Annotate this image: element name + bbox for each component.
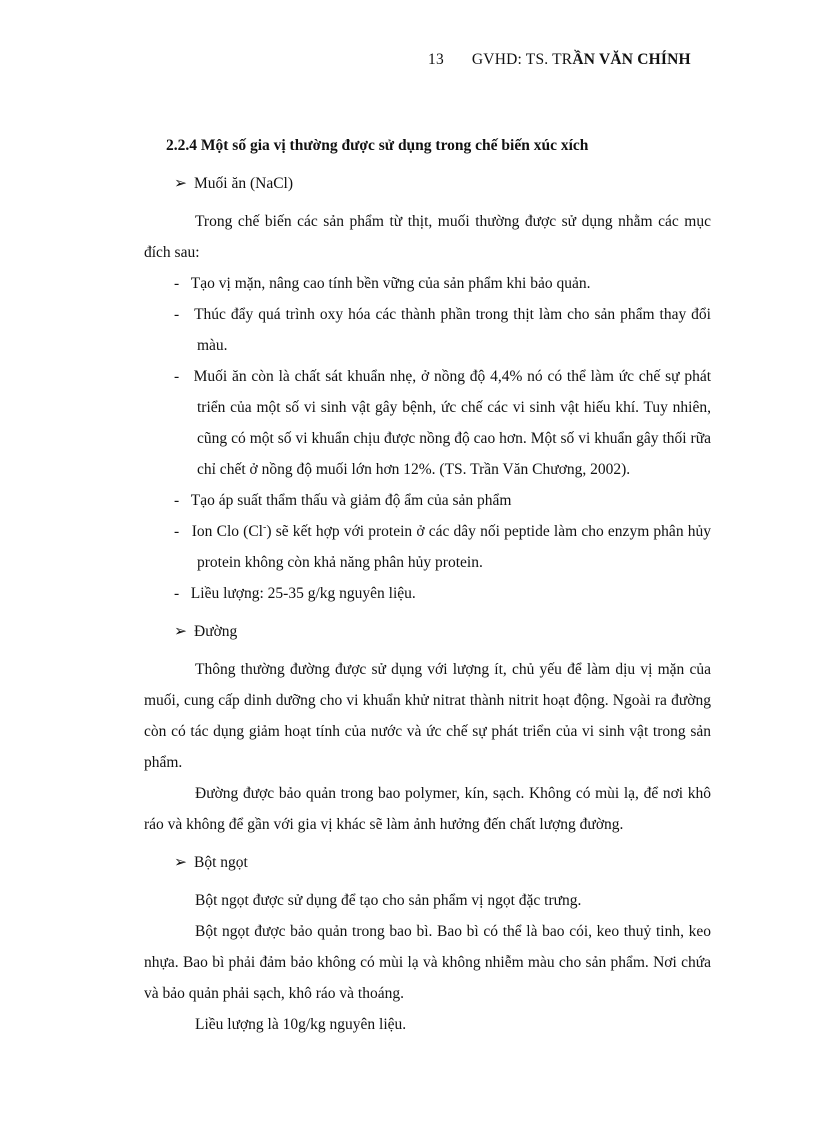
- msg-paragraph: Bột ngọt được sử dụng để tạo cho sản phẩm vị ngọt đặc trưng.: [195, 892, 582, 909]
- msg-paragraph: Liều lượng là 10g/kg nguyên liệu.: [195, 1016, 407, 1033]
- supervisor-label: GVHD: TS. TR: [471, 51, 573, 68]
- msg-heading-text: Bột ngọt: [194, 854, 248, 871]
- sugar-heading: [144, 616, 711, 647]
- msg-paragraph: Bột ngọt được bảo quản trong bao bì. Bao bì có thể là bao cói, keo thuỷ tinh, keo nhựa. Bao bì phải đảm bảo không có mùi lạ và không nhiễm màu cho sản phẩm. Nơi chứa và bảo quản phải sạch, khô ráo và thoáng.: [144, 923, 711, 1002]
- salt-item-text: Muối ăn còn là chất sát khuẩn nhẹ, ở nồng độ 4,4% nó có thể làm ức chế sự phát triển của một số vi sinh vật gây bệnh, ức chế các vi sinh vật hiếu khí. Tuy nhiên, cũng có một số vi khuẩn chịu được nồng độ cao hơn. Một số vi khuẩn gây thối rữa chỉ chết ở nồng độ muối lớn hơn 12%. (TS. Trần Văn Chương, 2002).: [193, 368, 712, 478]
- salt-dosage: [144, 578, 711, 609]
- arrow-bullet-icon: ➢: [174, 623, 187, 640]
- salt-item: [144, 361, 711, 485]
- salt-item-ion: [144, 516, 711, 578]
- ion-text-prefix: Ion Clo (Cl: [191, 523, 263, 540]
- page-header: [428, 51, 691, 69]
- salt-item-text: Tạo áp suất thẩm thấu và giảm độ ẩm của sản phẩm: [190, 492, 512, 509]
- salt-item: [144, 299, 711, 361]
- dash-marker: -: [174, 523, 180, 540]
- page-number: 13: [428, 51, 444, 68]
- ion-text-rest: ) sẽ kết hợp với protein ở các dây nối peptide làm cho enzym phân hủy protein không còn khả năng phân hủy protein.: [197, 523, 712, 571]
- page-content: [144, 130, 711, 1040]
- salt-item-text: Thúc đẩy quá trình oxy hóa các thành phần trong thịt làm cho sản phẩm thay đổi màu.: [194, 306, 711, 354]
- salt-dosage-text: Liều lượng: 25-35 g/kg nguyên liệu.: [190, 585, 416, 602]
- supervisor-name-bold: ẦN VĂN CHÍNH: [572, 51, 691, 68]
- salt-heading-text: Muối ăn (NaCl): [194, 175, 294, 192]
- msg-heading: [144, 847, 711, 878]
- dash-marker: -: [174, 585, 180, 602]
- ion-charge: -: [263, 521, 267, 533]
- sugar-heading-text: Đường: [194, 623, 238, 640]
- dash-marker: -: [174, 275, 180, 292]
- arrow-bullet-icon: ➢: [174, 854, 187, 871]
- dash-marker: -: [174, 492, 180, 509]
- dash-marker: -: [174, 306, 180, 323]
- salt-intro: Trong chế biến các sản phẩm từ thịt, muối thường được sử dụng nhằm các mục đích sau:: [144, 213, 711, 261]
- sugar-paragraph: Thông thường đường được sử dụng với lượng ít, chủ yếu để làm dịu vị mặn của muối, cung cấp dinh dưỡng cho vi khuẩn khử nitrat thành nitrit hoạt động. Ngoài ra đường còn có tác dụng giảm hoạt tính của nước và ức chế sự phát triển của vi sinh vật trong sản phẩm.: [144, 661, 711, 771]
- section-heading: 2.2.4 Một số gia vị thường được sử dụng trong chế biến xúc xích: [166, 137, 589, 154]
- dash-marker: -: [174, 368, 180, 385]
- salt-item: [144, 485, 711, 516]
- salt-item: [144, 268, 711, 299]
- sugar-paragraph: Đường được bảo quản trong bao polymer, kín, sạch. Không có mùi lạ, để nơi khô ráo và không để gần với gia vị khác sẽ làm ảnh hưởng đến chất lượng đường.: [144, 785, 711, 833]
- salt-item-text: Tạo vị mặn, nâng cao tính bền vững của sản phẩm khi bảo quản.: [190, 275, 591, 292]
- arrow-bullet-icon: ➢: [174, 175, 187, 192]
- salt-heading: [144, 168, 711, 199]
